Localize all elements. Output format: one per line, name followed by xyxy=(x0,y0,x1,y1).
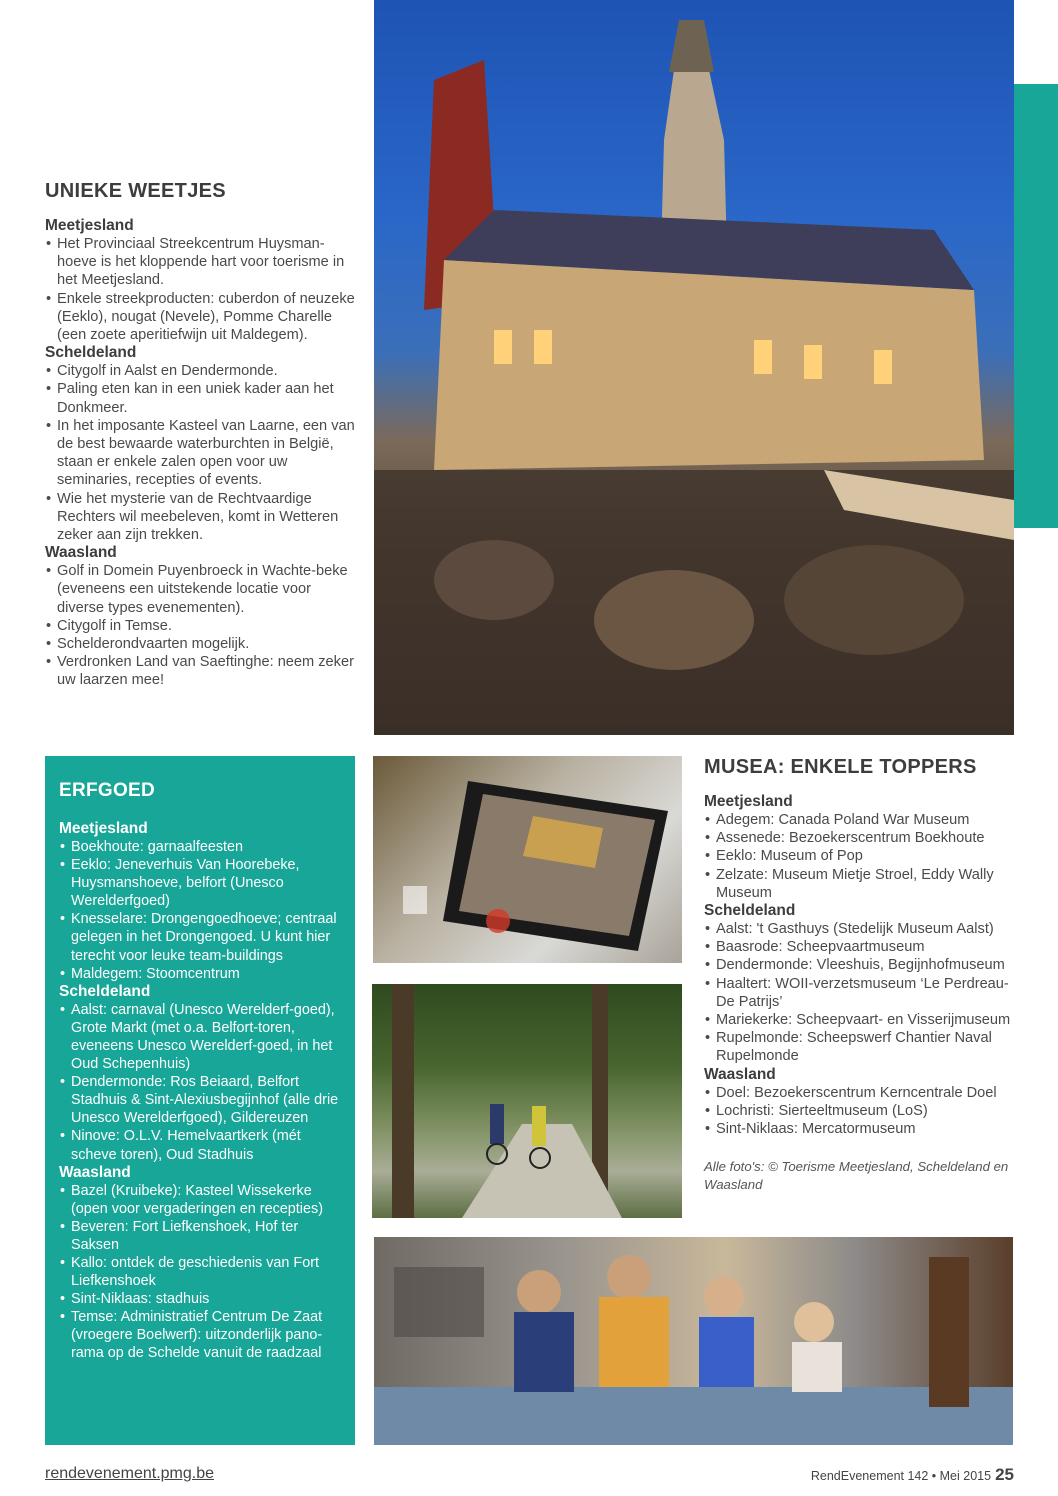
subsection-scheldeland xyxy=(45,344,355,544)
museum-visitors-photo xyxy=(374,1237,1013,1445)
list-item: • Schelderondvaarten mogelijk. xyxy=(45,635,355,653)
list-item: • In het imposante Kasteel van Laarne, een van de best bewaarde waterburchten in België, staan er enkele zalen open voor uw seminaries, recepties of events. xyxy=(45,417,355,490)
section-title: ERFGOED xyxy=(59,780,156,801)
list-item: • Maldegem: Stoomcentrum xyxy=(59,965,341,983)
heritage-box xyxy=(45,756,355,1445)
subsection-heading: Meetjesland xyxy=(59,820,148,837)
list-item: • Citygolf in Aalst en Dendermonde. xyxy=(45,362,355,380)
subsection-heading: Scheldeland xyxy=(59,982,151,1000)
subsection-heading: Scheldeland xyxy=(704,902,796,920)
list-item: • Eeklo: Jeneverhuis Van Hoorebeke, Huysmanshoeve, belfort (Unesco Werelderfgoed) xyxy=(59,856,341,910)
subsection-heading: Meetjesland xyxy=(45,217,134,234)
list-item: • Adegem: Canada Poland War Museum xyxy=(704,811,1022,829)
list-item: • Haaltert: WOII-verzetsmuseum ‘Le Perdreau-De Patrijs’ xyxy=(704,975,1022,1011)
list-item: • Kallo: ontdek de geschiedenis van Fort Liefkenshoek xyxy=(59,1254,341,1290)
market-square-illustration xyxy=(374,0,1014,735)
list-item: • Temse: Administratief Centrum De Zaat (vroegere Boelwerf): uitzonderlijk pano-rama op de Schelde vanuit de raadzaal xyxy=(59,1308,341,1362)
subsection-scheldeland xyxy=(59,983,341,1164)
list-item: • Assenede: Bezoekerscentrum Boekhoute xyxy=(704,829,1022,847)
list-item: • Dendermonde: Vleeshuis, Begijnhofmuseum xyxy=(704,956,1022,974)
subsection-heading: Waasland xyxy=(45,544,117,562)
list-item: • Beveren: Fort Liefkenshoek, Hof ter Saksen xyxy=(59,1218,341,1254)
list-item: • Dendermonde: Ros Beiaard, Belfort Stadhuis & Sint-Alexiusbegijnhof (alle drie Unesco Werelderfgoed), Gildereuzen xyxy=(59,1073,341,1127)
unique-facts-section xyxy=(45,180,355,690)
list-item: • Enkele streekproducten: cuberdon of neuzeke (Eeklo), nougat (Nevele), Pomme Charelle (een zoete aperitiefwijn uit Maldegem). xyxy=(45,290,355,345)
section-tab xyxy=(1014,84,1058,528)
subsection-meetjesland xyxy=(704,793,1022,902)
list-item: • Citygolf in Temse. xyxy=(45,617,355,635)
forest-illustration xyxy=(372,984,682,1218)
list-item: • Ninove: O.L.V. Hemelvaartkerk (mét scheve toren), Oud Stadhuis xyxy=(59,1127,341,1163)
page-number: 25 xyxy=(995,1465,1014,1484)
subsection-meetjesland xyxy=(45,217,355,344)
list-item: • Rupelmonde: Scheepswerf Chantier Naval Rupelmonde xyxy=(704,1029,1022,1065)
list-item: • Golf in Domein Puyenbroeck in Wachte-beke (eveneens een uitstekende locatie voor diverse types evenementen). xyxy=(45,562,355,617)
subsection-waasland xyxy=(704,1066,1022,1139)
list-item: • Baasrode: Scheepvaartmuseum xyxy=(704,938,1022,956)
list-item: • Bazel (Kruibeke): Kasteel Wissekerke (open voor vergaderingen en recepties) xyxy=(59,1182,341,1218)
list-item: • Verdronken Land van Saeftinghe: neem zeker uw laarzen mee! xyxy=(45,653,355,689)
section-title: MUSEA: ENKELE TOPPERS xyxy=(704,756,977,778)
list-item: • Zelzate: Museum Mietje Stroel, Eddy Wally Museum xyxy=(704,866,1022,902)
list-item: • Doel: Bezoekerscentrum Kerncentrale Doel xyxy=(704,1084,1022,1102)
subsection-heading: Meetjesland xyxy=(704,793,793,810)
market-square-photo xyxy=(374,0,1014,735)
list-item: • Aalst: carnaval (Unesco Werelderf-goed), Grote Markt (met o.a. Belfort-toren, eveneens Unesco Werelderf-goed, in het Oud Schepenhuis) xyxy=(59,1001,341,1073)
list-item: • Het Provinciaal Streekcentrum Huysman-hoeve is het kloppende hart voor toerisme in het Meetjesland. xyxy=(45,235,355,290)
list-item: • Mariekerke: Scheepvaart- en Visserijmuseum xyxy=(704,1011,1022,1029)
list-item: • Sint-Niklaas: Mercatormuseum xyxy=(704,1120,1022,1138)
page-footer-info xyxy=(811,1465,1014,1485)
subsection-scheldeland xyxy=(704,902,1022,1066)
subsection-heading: Waasland xyxy=(704,1065,776,1083)
subsection-heading: Waasland xyxy=(59,1163,131,1181)
list-item: • Wie het mysterie van de Rechtvaardige Rechters wil meebeleven, komt in Wetteren zeker aan zijn trekken. xyxy=(45,490,355,545)
list-item: • Sint-Niklaas: stadhuis xyxy=(59,1290,341,1308)
list-item: • Lochristi: Sierteeltmuseum (LoS) xyxy=(704,1102,1022,1120)
list-item: • Paling eten kan in een uniek kader aan het Donkmeer. xyxy=(45,380,355,416)
museums-section xyxy=(704,756,1022,1194)
list-item: • Aalst: 't Gasthuys (Stedelijk Museum Aalst) xyxy=(704,920,1022,938)
tablet-display-photo xyxy=(373,756,682,963)
subsection-waasland xyxy=(45,544,355,689)
photo-credit: Alle foto's: © Toerisme Meetjesland, Scheldeland en Waasland xyxy=(704,1159,1009,1193)
section-title: UNIEKE WEETJES xyxy=(45,180,226,202)
list-item: • Eeklo: Museum of Pop xyxy=(704,847,1022,865)
cycling-forest-photo xyxy=(372,984,682,1218)
list-item: • Knesselare: Drongengoedhoeve; centraal gelegen in het Drongengoed. U kunt hier terecht voor leuke team-buildings xyxy=(59,910,341,964)
subsection-heading: Scheldeland xyxy=(45,344,137,362)
subsection-waasland xyxy=(59,1164,341,1363)
website-link[interactable]: rendevenement.pmg.be xyxy=(45,1465,214,1482)
tablet-illustration xyxy=(373,756,682,963)
subsection-meetjesland xyxy=(59,820,341,983)
museum-illustration xyxy=(374,1237,1013,1445)
list-item: • Boekhoute: garnaalfeesten xyxy=(59,838,341,856)
issue-label: RendEvenement 142 • Mei 2015 xyxy=(810,1469,992,1483)
